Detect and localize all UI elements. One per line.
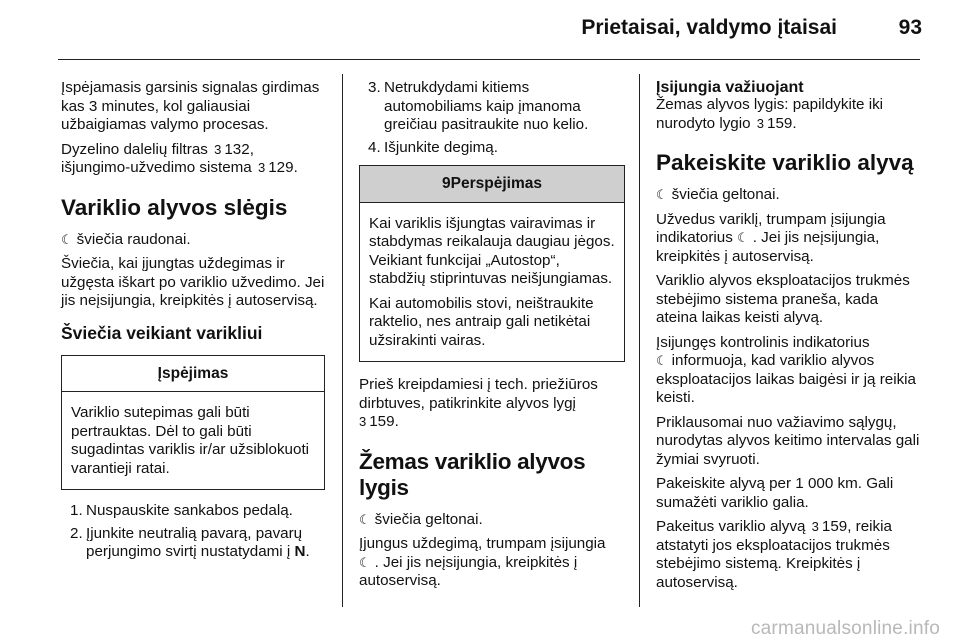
ref-arrow-icon: 3 [258,160,266,175]
paragraph-reset: Pakeitus variklio alyvą 3 159, reikia atstatyti jos eksploatacijos trukmės stebėjimo sistemą. Kreipkitės į autoservisą. [656,518,892,591]
ref-text-filter: Dyzelino dalelių filtras [61,140,208,158]
ref-page-oil-level-2[interactable]: 159. [767,114,797,132]
ref-arrow-icon: 3 [359,414,367,429]
paragraph-change: Pakeiskite alyvą per 1 000 km. Gali sumažėti variklio galia. [656,475,894,511]
list-item: 3. Netrukdydami kitiems automobiliams kaip įmanoma greičiau pasitraukite nuo kelio. [368,79,589,133]
paragraph-signal: Įspėjamasis garsinis signalas girdimas kas 3 minutes, kol galiausiai užbaigiamas valymo procesas. [61,79,320,133]
steps-list [61,502,325,562]
ref-text-stop-start: išjungimo-užvedimo sistema [61,159,252,176]
paragraph-indicator: Įsijungęs kontrolinis indikatorius ☾ informuoja, kad variklio alyvos eksploatacijos laikas baigėsi ir ją reikia keisti. [656,333,916,406]
paragraph-interval: Priklausomai nuo važiavimo sąlygų, nurodytas alyvos keitimo intervalas gali žymiai svyruoti. [656,413,920,468]
column-1 [61,79,325,570]
change-oil-icon: ☾ [656,353,668,368]
column-divider-1 [342,74,343,607]
ref-page-stop-start[interactable]: 129. [268,159,298,176]
header-divider [58,59,920,60]
change-oil-icon: ☾ [656,187,668,202]
list-item: 2. Įjunkite neutralią pavarą, pavarų perjungimo svirtį nustatydami į N. [70,524,310,560]
warning-box [61,355,325,491]
paragraph-life-monitor: Variklio alyvos eksploatacijos trukmės stebėjimo sistema praneša, kada ateina laikas keisti alyvą. [656,272,910,326]
change-status: ☾ šviečia geltonai. [656,186,780,203]
ref-arrow-icon: 3 [811,519,819,534]
warning-title: Įspėjimas [62,356,324,393]
caution-paragraph-1: Kai variklis išjungtas vairavimas ir stabdymas reikalauja daugiau jėgos. Veikiant funkcijai „Autostop“, stabdžių stiprintuvas neišjungiamas. [369,214,615,287]
column-divider-2 [639,74,640,607]
list-item: 1. Nuspauskite sankabos pedalą. [70,502,293,519]
heading-while-driving: Įsijungia važiuojant [656,79,804,96]
heading-low-oil: Žemas variklio alyvos lygis [359,448,586,500]
page-number: 93 [898,16,922,39]
caution-triangle-icon: 9 [442,175,451,192]
ref-page-filter[interactable]: 132, [224,140,254,158]
low-oil-icon: ☾ [359,554,371,570]
oil-pressure-icon: ☾ [61,231,73,247]
column-2 [359,79,625,597]
caution-paragraph-2: Kai automobilis stovi, neištraukite raktelio, nes antraip gali netikėtai užsirakinti vairas. [369,294,594,349]
pressure-description: Šviečia, kai įjungtas uždegimas ir užgęsta iškart po variklio užvedimo. Jei jis neįsijungia, kreipkitės į autoservisą. [61,255,325,309]
column-3 [656,79,922,598]
ref-arrow-icon: 3 [756,115,765,131]
low-oil-status: ☾ šviečia geltonai. [359,510,483,528]
warning-body: Variklio sutepimas gali būti pertrauktas. Dėl to gali būti sugadintas variklis ir/ar užsiblokuoti varantieji ratai. [71,404,310,477]
change-oil-icon: ☾ [737,230,749,245]
caution-title: 9Perspėjimas [360,166,624,203]
watermark-text: carmanualsonline.info [750,618,940,639]
low-oil-description: Įjungus uždegimą, trumpam įsijungia ☾ . Jei jis neįsijungia, kreipkitės į autoservisą. [359,535,606,589]
steps-list-continued [359,79,625,157]
list-item: 4. Išjunkite degimą. [368,138,498,156]
pressure-status: ☾ šviečia raudonai. [61,230,191,248]
ref-page-oil-level[interactable]: 159. [369,413,399,430]
ref-arrow-icon: 3 [214,141,222,157]
caution-box [359,165,625,362]
driving-text: Žemas alyvos lygis: papildykite iki nurodyto lygio 3 159. [656,96,884,132]
paragraph-start: Užvedus variklį, trumpam įsijungia indikatorius ☾ . Jei jis neįsijungia, kreipkitės į autoservisą. [656,210,886,265]
heading-change-oil: Pakeiskite variklio alyvą [656,150,914,175]
ref-page-reset[interactable]: 159, reikia atstatyti jos eksploatacijos trukmės stebėjimo sistemą. Kreipkitės į autoservisą. [656,518,892,591]
low-oil-icon: ☾ [359,511,371,527]
heading-oil-pressure: Variklio alyvos slėgis [61,194,288,220]
heading-running: Šviečia veikiant varikliui [61,322,263,343]
page-header-title: Prietaisai, valdymo įtaisai [581,16,837,39]
paragraph-references [61,141,325,178]
paragraph-service: Prieš kreipdamiesi į tech. priežiūros dirbtuves, patikrinkite alyvos lygį 3 159. [359,376,598,430]
